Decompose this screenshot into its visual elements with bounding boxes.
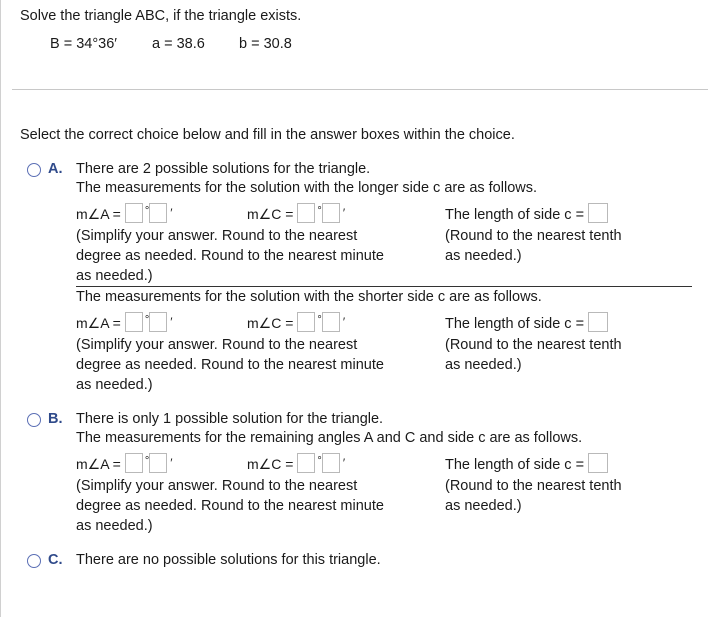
choice-a-sub1: The measurements for the solution with the longer side c are as follows. (76, 180, 538, 196)
side-note-1: (Round to the nearest tenth (445, 337, 622, 353)
degree-symbol: ° (144, 455, 150, 467)
angle-a-label: m∠A = (76, 456, 121, 472)
b-side-c-input[interactable] (588, 453, 608, 473)
angle-note-3: as needed.) (76, 268, 153, 284)
a2-angle-c-minutes-input[interactable] (322, 312, 340, 332)
b-angle-a-degrees-input[interactable] (125, 453, 143, 473)
given-b: b = 30.8 (239, 36, 292, 52)
degree-symbol: ° (144, 314, 150, 326)
angle-c-label: m∠C = (247, 456, 294, 472)
a1-angle-c-degrees-input[interactable] (297, 203, 315, 223)
choice-b-radio[interactable] (27, 413, 41, 427)
a2-side-c-input[interactable] (588, 312, 608, 332)
left-border (0, 0, 1, 617)
given-a: a = 38.6 (152, 36, 205, 52)
minute-symbol: ′ (170, 456, 173, 470)
choice-a-separator (76, 286, 692, 287)
angle-note-1: (Simplify your answer. Round to the nearest (76, 228, 358, 244)
choice-a-radio[interactable] (27, 163, 41, 177)
minute-symbol: ′ (342, 456, 346, 470)
question-text: Solve the triangle ABC, if the triangle exists. (20, 8, 302, 24)
angle-note-2: degree as needed. Round to the nearest minute (76, 248, 384, 264)
a2-angle-a-row (76, 312, 173, 332)
choice-c-text: There are no possible solutions for this triangle. (76, 552, 381, 568)
angle-note-1: (Simplify your answer. Round to the nearest (76, 337, 358, 353)
angle-c-label: m∠C = (247, 315, 294, 331)
minute-symbol: ′ (170, 206, 173, 220)
degree-symbol: ° (317, 314, 322, 326)
b-side-c-row (445, 453, 608, 473)
a2-angle-c-row (247, 312, 345, 332)
choice-c-radio[interactable] (27, 554, 41, 568)
a1-side-c-input[interactable] (588, 203, 608, 223)
choice-b-letter: B. (48, 411, 63, 427)
choice-a-sub2: The measurements for the solution with the shorter side c are as follows. (76, 289, 542, 305)
degree-symbol: ° (144, 205, 150, 217)
a1-angle-a-row (76, 203, 173, 223)
side-note-1: (Round to the nearest tenth (445, 228, 622, 244)
a2-angle-a-degrees-input[interactable] (125, 312, 143, 332)
angle-note-3: as needed.) (76, 377, 153, 393)
angle-note-2: degree as needed. Round to the nearest minute (76, 498, 384, 514)
a2-side-c-row (445, 312, 608, 332)
minute-symbol: ′ (342, 315, 346, 329)
angle-a-label: m∠A = (76, 206, 121, 222)
a1-angle-c-row (247, 203, 345, 223)
angle-c-label: m∠C = (247, 206, 294, 222)
choice-b-text: There is only 1 possible solution for the triangle. (76, 411, 384, 427)
choice-a-letter: A. (48, 161, 63, 177)
a1-side-c-row (445, 203, 608, 223)
b-angle-a-minutes-input[interactable] (149, 453, 167, 473)
side-note-2: as needed.) (445, 248, 522, 264)
angle-note-1: (Simplify your answer. Round to the nearest (76, 478, 358, 494)
choice-b-sub1: The measurements for the remaining angles A and C and side c are as follows. (76, 430, 583, 446)
divider (12, 89, 708, 90)
minute-symbol: ′ (342, 206, 346, 220)
angle-a-label: m∠A = (76, 315, 121, 331)
instruction-text: Select the correct choice below and fill in the answer boxes within the choice. (20, 127, 515, 143)
given-B: B = 34°36′ (50, 36, 117, 52)
a2-angle-a-minutes-input[interactable] (149, 312, 167, 332)
a1-angle-a-degrees-input[interactable] (125, 203, 143, 223)
side-c-label: The length of side c = (445, 457, 585, 473)
a1-angle-a-minutes-input[interactable] (149, 203, 167, 223)
b-angle-c-minutes-input[interactable] (322, 453, 340, 473)
a2-angle-c-degrees-input[interactable] (297, 312, 315, 332)
degree-symbol: ° (317, 205, 322, 217)
side-note-1: (Round to the nearest tenth (445, 478, 622, 494)
side-note-2: as needed.) (445, 498, 522, 514)
b-angle-c-degrees-input[interactable] (297, 453, 315, 473)
b-angle-c-row (247, 453, 345, 473)
angle-note-2: degree as needed. Round to the nearest minute (76, 357, 384, 373)
choice-a-text: There are 2 possible solutions for the triangle. (76, 161, 371, 177)
minute-symbol: ′ (170, 315, 173, 329)
degree-symbol: ° (317, 455, 322, 467)
b-angle-a-row (76, 453, 173, 473)
choice-c-letter: C. (48, 552, 63, 568)
side-c-label: The length of side c = (445, 207, 585, 223)
side-note-2: as needed.) (445, 357, 522, 373)
a1-angle-c-minutes-input[interactable] (322, 203, 340, 223)
side-c-label: The length of side c = (445, 316, 585, 332)
angle-note-3: as needed.) (76, 518, 153, 534)
